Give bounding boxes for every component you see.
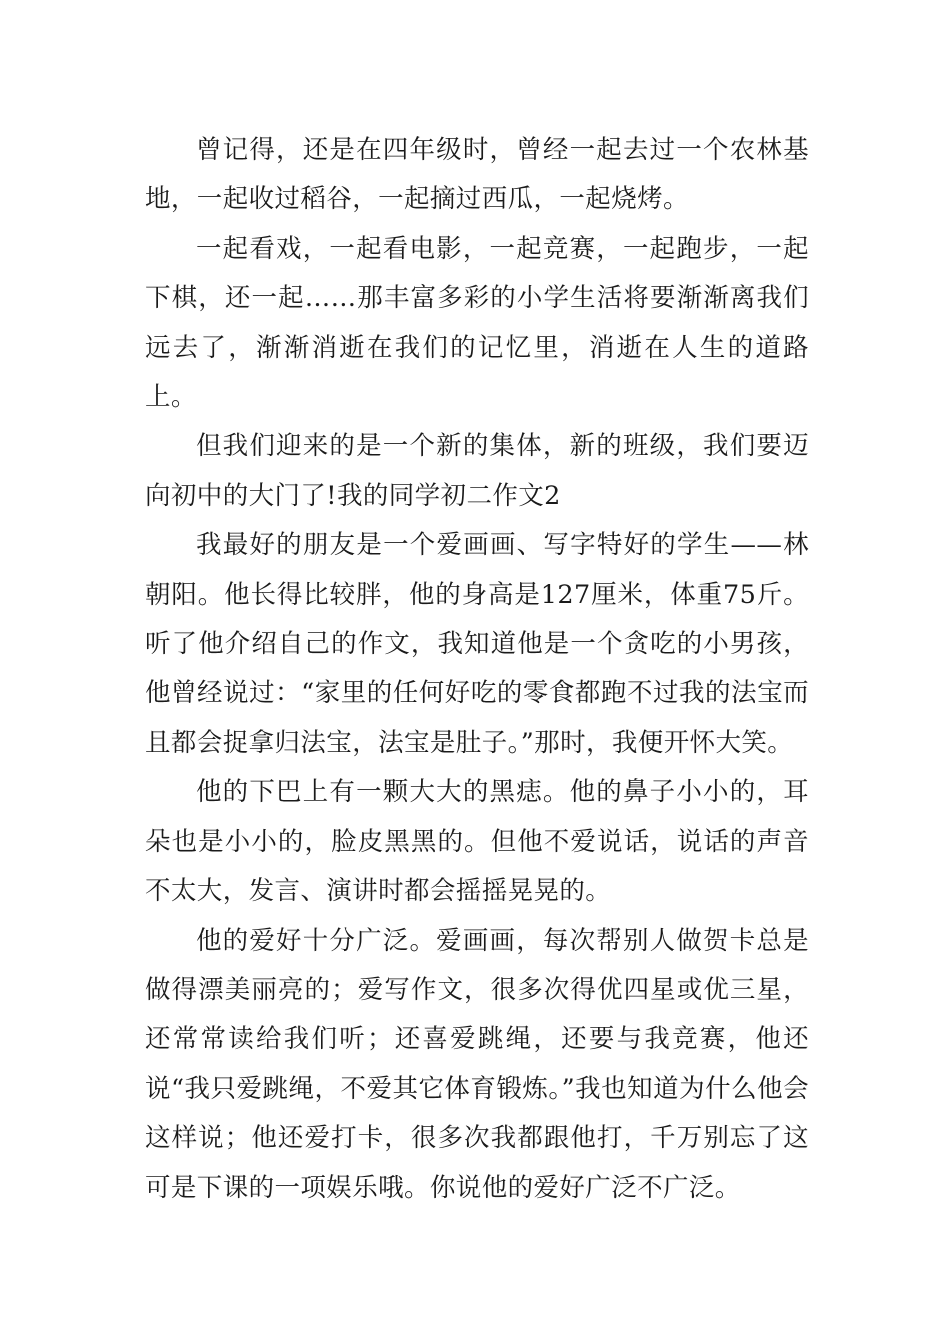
paragraph: 曾记得，还是在四年级时，曾经一起去过一个农林基地，一起收过稻谷，一起摘过西瓜，一起烧烤。 [145, 135, 809, 215]
document-body [145, 126, 809, 1213]
paragraph: 我最好的朋友是一个爱画画、写字特好的学生——林朝阳。他长得比较胖，他的身高是127厘米，体重75斤。听了他介绍自己的作文，我知道他是一个贪吃的小男孩，他曾经说过：“家里的任何好吃的零食都跑不过我的法宝而且都会捉拿归法宝，法宝是肚子。”那时，我便开怀大笑。 [145, 530, 809, 758]
paragraph: 但我们迎来的是一个新的集体，新的班级，我们要迈向初中的大门了!我的同学初二作文2 [145, 431, 809, 511]
paragraph: 他的爱好十分广泛。爱画画，每次帮别人做贺卡总是做得漂美丽亮的；爱写作文，很多次得优四星或优三星，还常常读给我们听；还喜爱跳绳，还要与我竞赛，他还说“我只爱跳绳，不爱其它体育锻炼。”我也知道为什么他会这样说；他还爱打卡，很多次我都跟他打，千万别忘了这可是下课的一项娱乐哦。你说他的爱好广泛不广泛。 [145, 925, 809, 1203]
paragraph: 他的下巴上有一颗大大的黑痣。他的鼻子小小的，耳朵也是小小的，脸皮黑黑的。但他不爱说话，说话的声音不太大，发言、演讲时都会摇摇晃晃的。 [145, 777, 809, 907]
paragraph: 一起看戏，一起看电影，一起竞赛，一起跑步，一起下棋，还一起……那丰富多彩的小学生活将要渐渐离我们远去了，渐渐消逝在我们的记忆里，消逝在人生的道路上。 [145, 233, 809, 413]
